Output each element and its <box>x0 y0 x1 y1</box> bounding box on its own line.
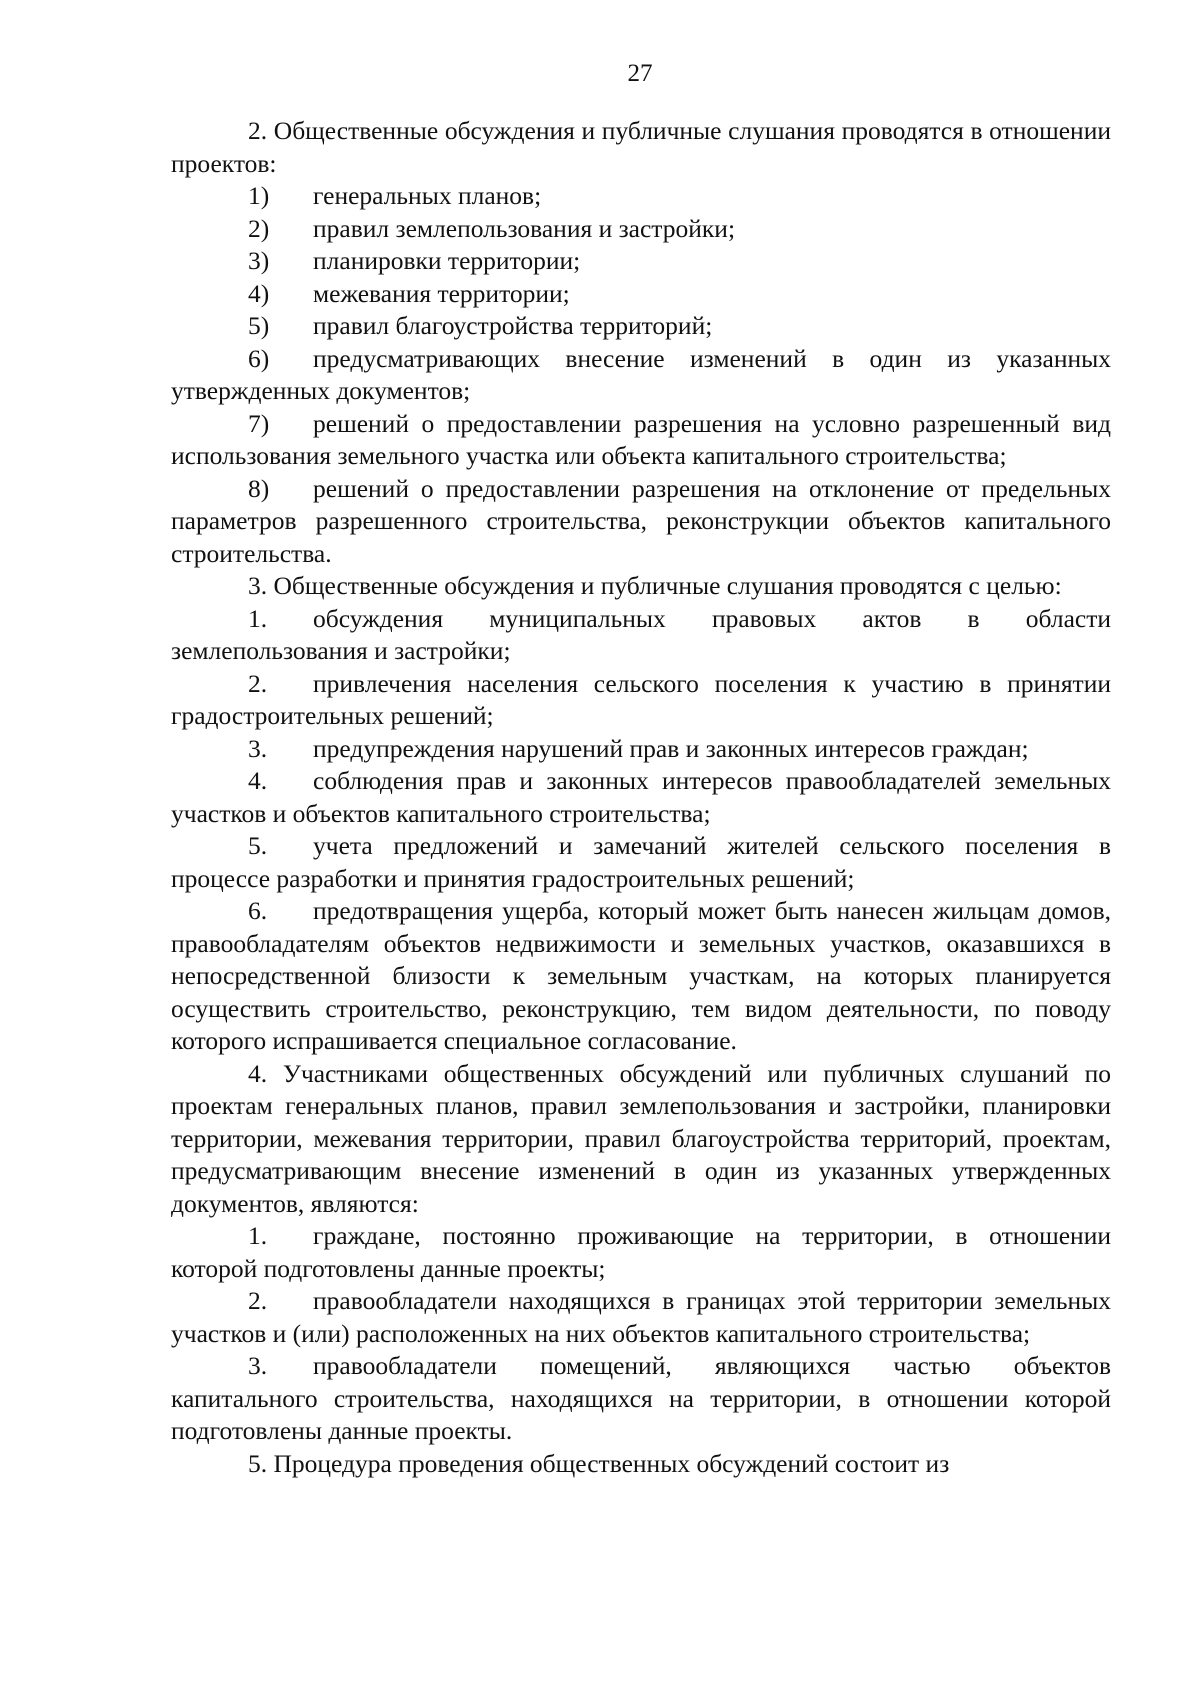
section-5-intro: 5. Процедура проведения общественных обсуждений состоит из <box>248 1448 950 1478</box>
list-item <box>171 1285 1111 1350</box>
list-item-text: правил благоустройства территорий; <box>313 311 713 340</box>
list-item-text: предусматривающих внесение изменений в один из указанных утвержденных документов; <box>171 343 1111 405</box>
list-item-text: граждане, постоянно проживающие на территории, в отношении которой подготовлены данные проекты; <box>171 1221 1111 1283</box>
list-item-number: 2. <box>248 1286 268 1315</box>
list-item-number: 4. <box>248 766 268 795</box>
list-item-text: обсуждения муниципальных правовых актов в области землепользования и застройки; <box>171 603 1111 665</box>
list-item-number: 1. <box>248 603 268 633</box>
list-item-number: 8) <box>248 473 270 503</box>
list-item-number: 4) <box>248 278 270 308</box>
list-item-number: 7) <box>248 408 270 438</box>
list-item-number: 3) <box>248 246 270 275</box>
list-item-number: 1) <box>248 181 270 210</box>
list-item-number: 3. <box>248 733 268 763</box>
list-item <box>171 1350 1111 1448</box>
list-item-number: 5) <box>248 311 270 340</box>
list-item-number: 6) <box>248 343 270 373</box>
list-item <box>171 310 1111 343</box>
page-number: 27 <box>627 60 653 87</box>
section-2-intro: 2. Общественные обсуждения и публичные слушания проводятся в отношении проектов: <box>171 116 1111 178</box>
list-item-text: правообладатели помещений, являющихся частью объектов капитального строительства, находящихся на территории, в отношении которой подготовлены данные проекты. <box>171 1351 1111 1445</box>
list-item-text: учета предложений и замечаний жителей сельского поселения в процессе разработки и принятия градостроительных решений; <box>171 831 1111 893</box>
list-item-text: предупреждения нарушений прав и законных интересов граждан; <box>313 733 1029 763</box>
list-item <box>171 278 1111 311</box>
list-item-text: планировки территории; <box>313 246 581 275</box>
list-item <box>171 473 1111 571</box>
section-3-intro: 3. Общественные обсуждения и публичные слушания проводятся с целью: <box>248 571 1062 600</box>
list-item-text: межевания территории; <box>313 278 570 308</box>
list-item-text: правил землепользования и застройки; <box>313 213 736 243</box>
list-item <box>171 603 1111 668</box>
list-item <box>171 765 1111 830</box>
list-item-number: 1. <box>248 1221 268 1250</box>
list-item-number: 2) <box>248 213 270 243</box>
list-item <box>171 668 1111 733</box>
list-item <box>171 1220 1111 1285</box>
list-item <box>171 830 1111 895</box>
list-item <box>171 245 1111 278</box>
list-item <box>171 343 1111 408</box>
section-4-intro: 4. Участниками общественных обсуждений или публичных слушаний по проектам генеральных планов, правил землепользования и застройки, планировки территории, межевания территории, правил благоустройства территорий, проектам, предусматривающим внесение изменений в один из указанных утвержденных документов, являются: <box>171 1058 1111 1218</box>
list-item-number: 3. <box>248 1351 268 1380</box>
list-item <box>171 180 1111 213</box>
list-item-text: правообладатели находящихся в границах этой территории земельных участков и (или) расположенных на них объектов капитального строительства; <box>171 1286 1111 1348</box>
list-item <box>171 213 1111 246</box>
list-item <box>171 408 1111 473</box>
list-item-text: решений о предоставлении разрешения на отклонение от предельных параметров разрешенного строительства, реконструкции объектов капитального строительства. <box>171 473 1111 568</box>
list-item <box>171 733 1111 766</box>
list-item-number: 2. <box>248 668 268 698</box>
list-item <box>171 895 1111 1058</box>
list-item-text: решений о предоставлении разрешения на условно разрешенный вид использования земельного участка или объекта капитального строительства; <box>171 408 1111 470</box>
list-item-text: предотвращения ущерба, который может быть нанесен жильцам домов, правообладателям объектов недвижимости и земельных участков, оказавшихся в непосредственной близости к земельным участкам, на которых планируется осуществить строительство, реконструкцию, тем видом деятельности, по поводу которого испрашивается специальное согласование. <box>171 896 1111 1055</box>
document-body <box>171 115 1111 1480</box>
list-item-number: 6. <box>248 896 268 925</box>
list-item-number: 5. <box>248 831 268 860</box>
list-item-text: генеральных планов; <box>313 181 542 210</box>
list-item-text: привлечения населения сельского поселения к участию в принятии градостроительных решений; <box>171 668 1111 730</box>
list-item-text: соблюдения прав и законных интересов правообладателей земельных участков и объектов капитального строительства; <box>171 766 1111 828</box>
